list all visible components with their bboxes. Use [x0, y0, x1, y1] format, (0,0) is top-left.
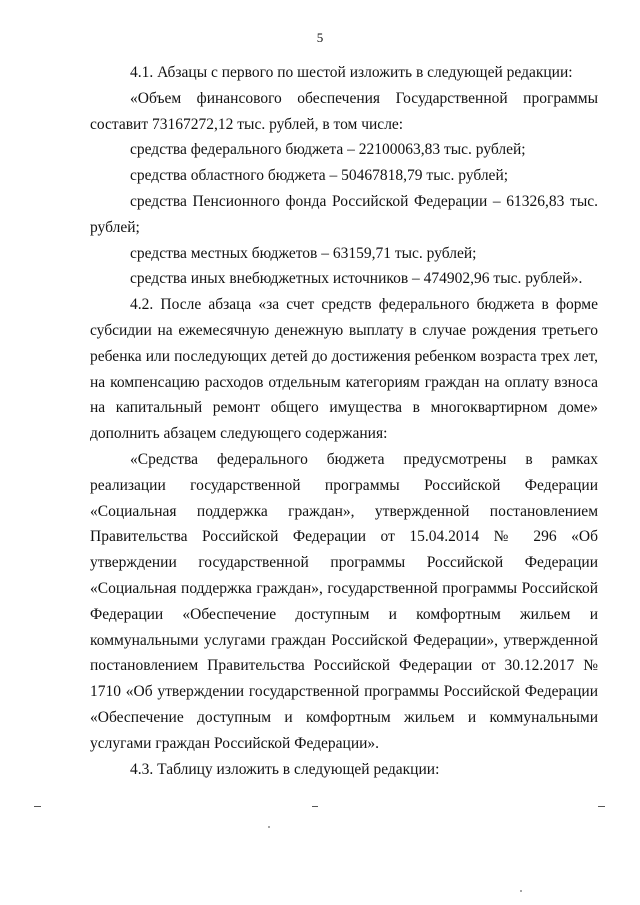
document-body [90, 60, 598, 782]
scan-dot-1 [268, 826, 270, 828]
paragraph-pension-fund: средства Пенсионного фонда Российской Федерации – 61326,83 тыс. рублей; [90, 192, 598, 236]
scan-mark-left [34, 806, 41, 807]
paragraph-4-3: 4.3. Таблицу изложить в следующей редакции: [130, 760, 440, 778]
scan-mark-right [598, 806, 605, 807]
paragraph-federal-budget: средства федерального бюджета – 22100063,83 тыс. рублей; [130, 141, 526, 159]
scan-mark-center [312, 806, 318, 807]
paragraph-regional-budget: средства областного бюджета – 50467818,79 тыс. рублей; [130, 167, 509, 185]
scan-dot-2 [520, 890, 522, 892]
paragraph-local-budgets: средства местных бюджетов – 63159,71 тыс. рублей; [130, 244, 477, 262]
paragraph-other-sources: средства иных внебюджетных источников – 474902,96 тыс. рублей». [130, 270, 583, 288]
paragraph-funding-total: «Объем финансового обеспечения Государственной программы составит 73167272,12 тыс. рублей, в том числе: [90, 89, 598, 133]
page-number: 5 [316, 30, 324, 45]
paragraph-4-2: 4.2. После абзаца «за счет средств федерального бюджета в форме субсидии на ежемесячную денежную выплату в случае рождения третьего ребенка или последующих детей до достижения ребенком возраста трех лет, на компенсацию расходов отдельным категориям граждан на оплату взноса на капитальный ремонт общего имущества в многоквартирном доме» дополнить абзацем следующего содержания: [90, 296, 598, 443]
paragraph-4-1: 4.1. Абзацы с первого по шестой изложить в следующей редакции: [130, 64, 573, 81]
paragraph-federal-programs: «Средства федерального бюджета предусмотрены в рамках реализации государственной программы Российской Федерации «Социальная поддержка граждан», утвержденной постановлением Правительства Российской Федерации от 15.04.2014 № 296 «Об утверждении государственной программы Российской Федерации «Социальная поддержка граждан», государственной программы Российской Федерации «Обеспечение доступным и комфортным жильем и коммунальными услугами граждан Российской Федерации», утвержденной постановлением Правительства Российской Федерации от 30.12.2017 № 1710 «Об утверждении государственной программы Российской Федерации «Обеспечение доступным и комфортным жильем и коммунальными услугами граждан Российской Федерации». [90, 450, 598, 752]
